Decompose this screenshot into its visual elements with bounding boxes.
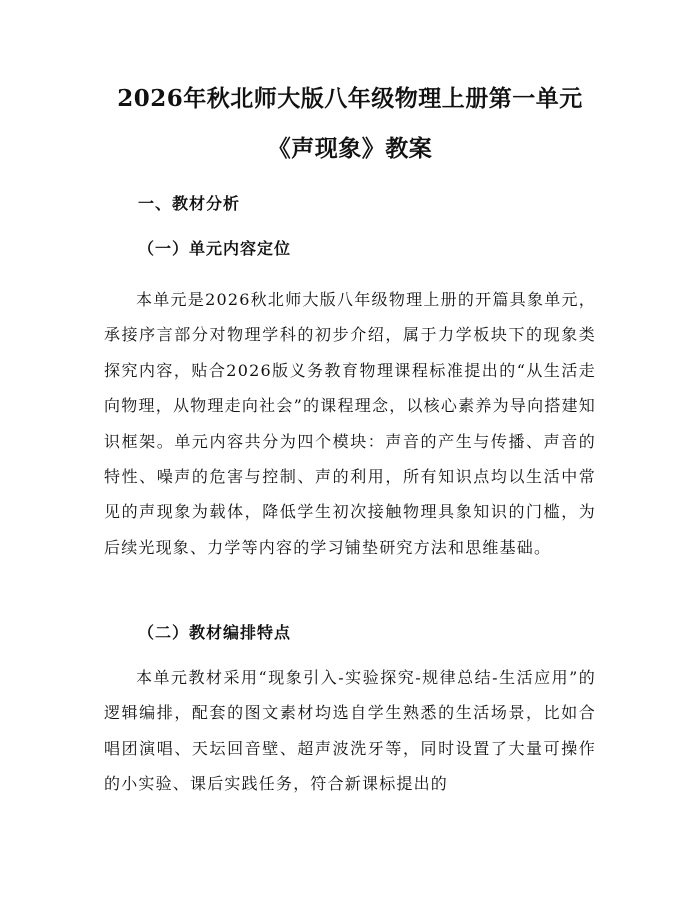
- paragraph-textbook-features: 本单元教材采用“现象引入-实验探究-规律总结-生活应用”的逻辑编排，配套的图文素材均选自学生熟悉的生活场景，比如合唱团演唱、天坛回音壁、超声波洗牙等，同时设置了大量可操作的小实验、课后实践任务，符合新课标提出的: [104, 668, 596, 794]
- document-title-line-1: 2026年秋北师大版八年级物理上册第一单元: [117, 85, 583, 112]
- subsection-heading-textbook-features: （二）教材编排特点: [138, 623, 292, 642]
- paragraph-unit-positioning: 本单元是2026秋北师大版八年级物理上册的开篇具象单元，承接序言部分对物理学科的初步介绍，属于力学板块下的现象类探究内容，贴合2026版义务教育物理课程标准提出的“从生活走向物理，从物理走向社会”的课程理念，以核心素养为导向搭建知识框架。单元内容共分为四个模块：声音的产生与传播、声音的特性、噪声的危害与控制、声的利用，所有知识点均以生活中常见的声现象为载体，降低学生初次接触物理具象知识的门槛，为后续光现象、力学等内容的学习铺垫研究方法和思维基础。: [104, 290, 596, 557]
- subsection-heading-unit-positioning: （一）单元内容定位: [138, 239, 292, 258]
- section-heading-textbook-analysis: 一、教材分析: [138, 194, 241, 213]
- document-title-line-2: 《声现象》教案: [267, 135, 433, 162]
